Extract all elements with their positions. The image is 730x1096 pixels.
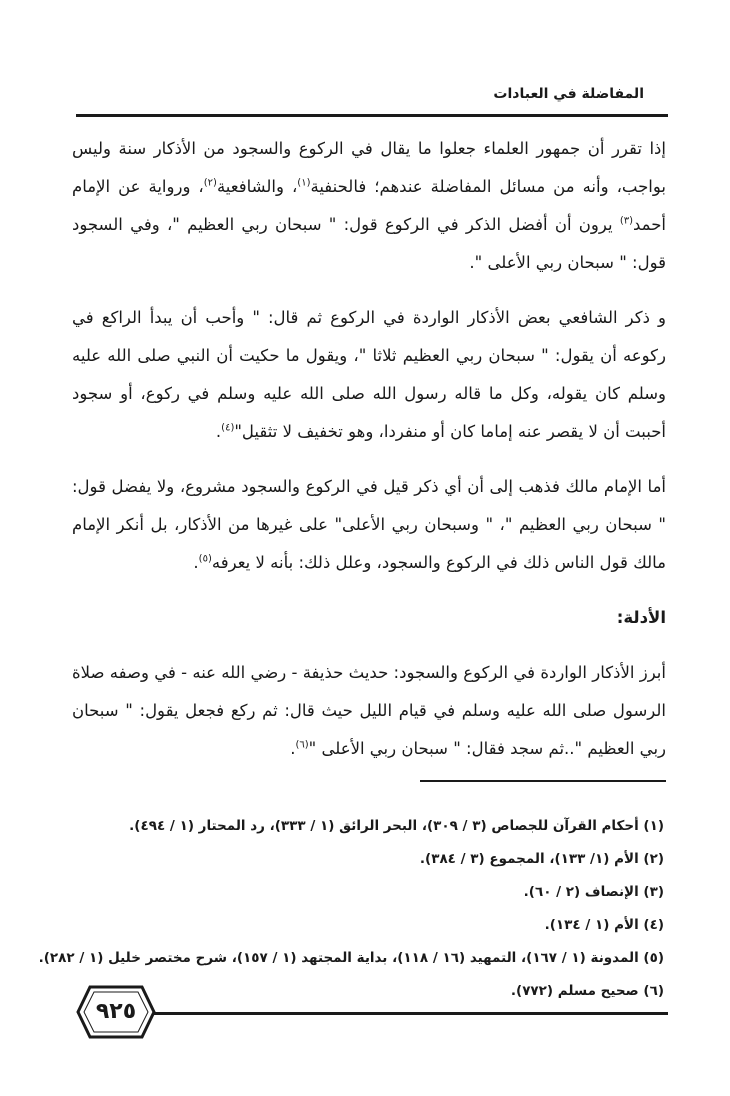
page-number-badge	[76, 983, 156, 1041]
footnotes	[38, 810, 664, 1008]
header-rule	[76, 114, 668, 117]
bottom-rule	[144, 1012, 668, 1015]
running-header: المفاضلة في العبادات	[493, 86, 644, 102]
footnote-ref-5: (٥)	[198, 553, 212, 565]
paragraph-2-text-a: و ذكر الشافعي بعض الأذكار الواردة في الركوع ثم قال: " وأحب أن يبدأ الراكع في ركوعه أن يقول: " سبحان ربي العظيم ثلاثا "، ويقول ما حكيت أن النبي صلى الله عليه وسلم كان يقوله، وكل ما قاله رسول الله صلى الله عليه وسلم في ركوع، أو سجود أحببت أن لا يقصر عنه إماما كان أو منفردا، وهو تخفيف لا تثقيل"	[72, 308, 666, 441]
footnote-1: (١) أحكام القرآن للجصاص (٣ / ٣٠٩)، البحر الرائق (١ / ٣٣٣)، رد المحتار (١ / ٤٩٤).	[129, 818, 664, 834]
paragraph-1-text-a: إذا تقرر أن جمهور العلماء جعلوا ما يقال في الركوع والسجود من الأذكار سنة وليس بواجب، وأنه من مسائل المفاضلة عندهم؛ فالحنفية	[72, 139, 667, 196]
footnote-5: (٥) المدونة (١ / ١٦٧)، التمهيد (١٦ / ١١٨)، بداية المجتهد (١ / ١٥٧)، شرح مختصر خليل (١ / ٢٨٢).	[38, 950, 664, 966]
page-number: ٩٢٥	[95, 999, 137, 1024]
paragraph-2-text-b: .	[215, 422, 222, 441]
paragraph-4-text-b: .	[290, 739, 296, 758]
footnote-4: (٤) الأم (١ / ١٣٤).	[544, 917, 664, 933]
footnote-ref-2: (٢)	[203, 177, 217, 189]
paragraph-3	[72, 468, 666, 582]
paragraph-4-text-a: أبرز الأذكار الواردة في الركوع والسجود: حديث حذيفة - رضي الله عنه - في وصفه صلاة الرسول صلى الله عليه وسلم في قيام الليل حيث قال: ثم ركع فجعل يقول: " سبحان ربي العظيم "..ثم سجد فقال: " سبحان ربي الأعلى "	[72, 663, 666, 758]
footnote-6: (٦) صحيح مسلم (٧٧٢).	[510, 983, 664, 999]
footnote-ref-3: (٣)	[619, 215, 634, 227]
footnote-ref-1: (١)	[297, 177, 311, 189]
paragraph-1-text-b: ، والشافعية	[216, 177, 298, 196]
paragraph-2	[72, 299, 666, 451]
paragraph-1-text-d: يرون أن أفضل الذكر في الركوع قول: " سبحان ربي العظيم "، وفي السجود قول: " سبحان ربي الأعلى ".	[72, 215, 666, 272]
footnote-separator	[420, 780, 666, 782]
section-heading: الأدلة:	[616, 608, 666, 627]
footnote-3: (٣) الإنصاف (٢ / ٦٠).	[523, 884, 664, 900]
paragraph-3-text-a: أما الإمام مالك فذهب إلى أن أي ذكر قيل في الركوع والسجود مشروع، ولا يفضل قول: " سبحان ربي العظيم "، " وسبحان ربي الأعلى" على غيرها من الأذكار، بل أنكر الإمام مالك قول الناس ذلك في الركوع والسجود، وعلل ذلك: بأنه لا يعرفه	[72, 477, 666, 572]
footnote-ref-4: (٤)	[221, 422, 235, 434]
paragraph-4	[72, 654, 666, 768]
main-text	[72, 130, 666, 785]
paragraph-1-text-c: ، ورواية عن الإمام أحمد	[72, 177, 666, 234]
footnote-ref-6: (٦)	[295, 739, 309, 751]
paragraph-3-text-b: .	[193, 553, 199, 572]
footnote-2: (٢) الأم (١/ ١٣٣)، المجموع (٣ / ٣٨٤).	[419, 851, 664, 867]
paragraph-1	[72, 130, 666, 282]
